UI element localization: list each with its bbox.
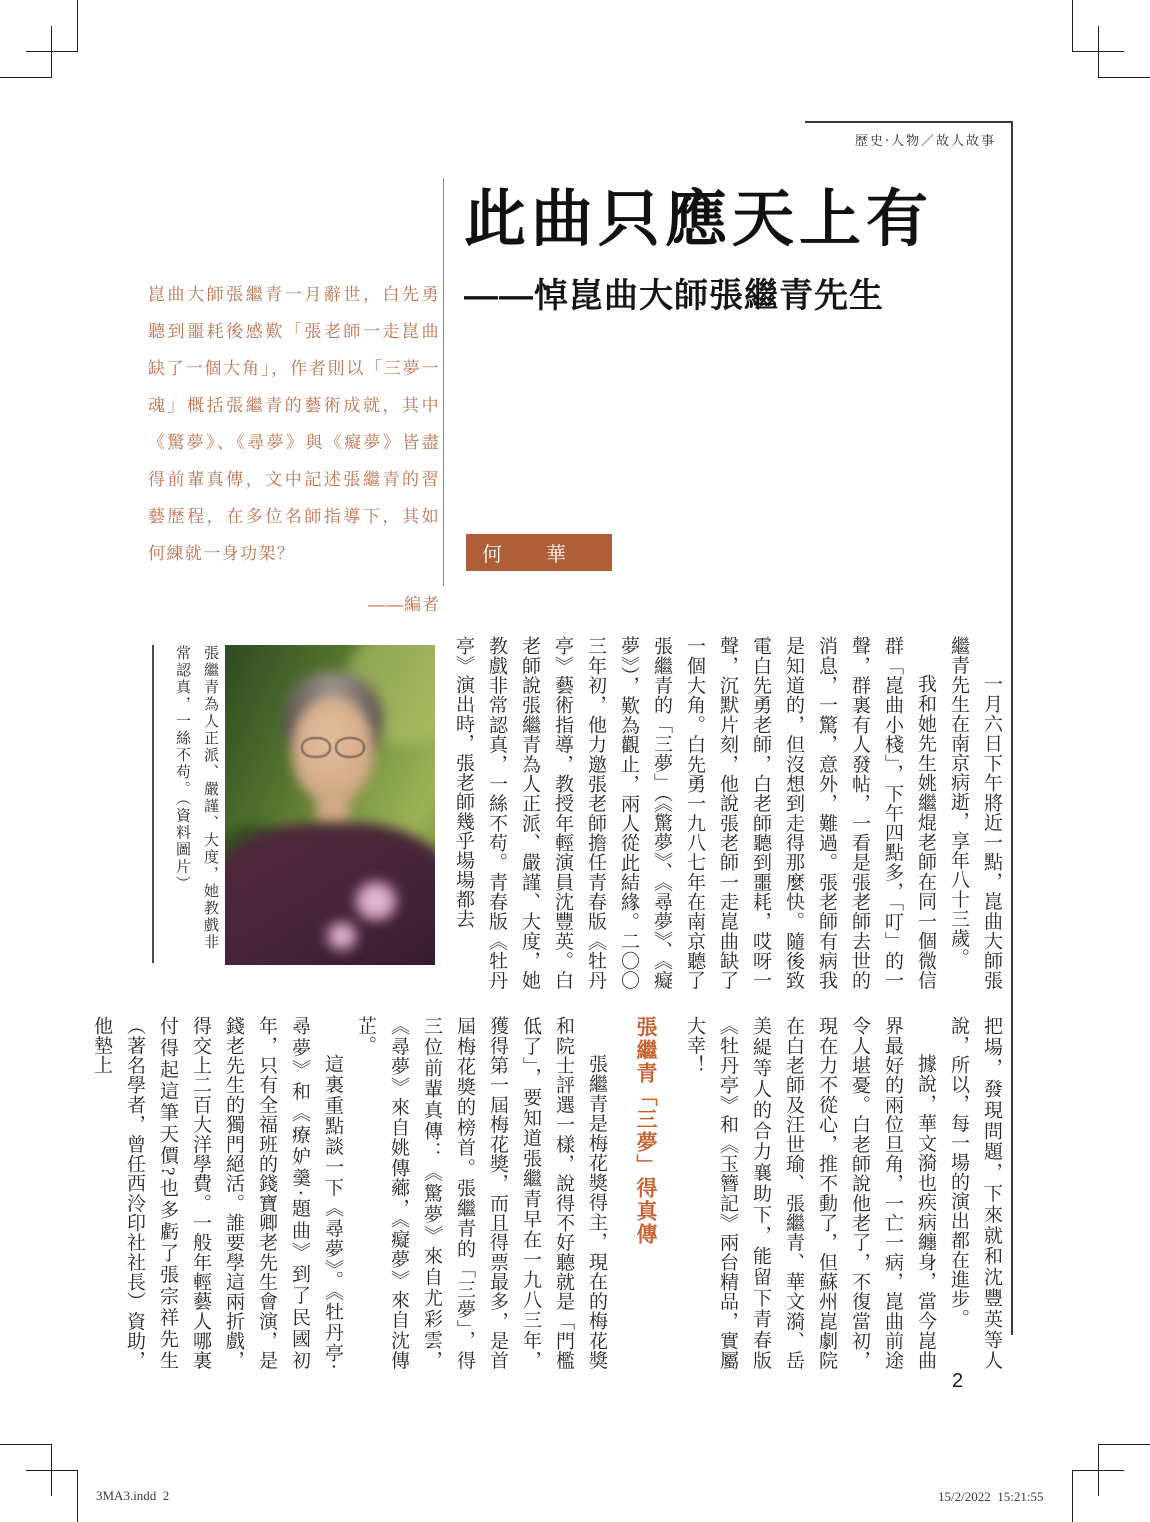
crop-mark: [1098, 1444, 1150, 1445]
clothing-floral-pattern: [325, 921, 359, 951]
photo-caption: 張繼青為人正派、嚴謹、大度，她教戲非常認真，一絲不苟。（資料圖片）: [152, 645, 224, 963]
crop-mark: [1098, 26, 1099, 78]
portrait-photo: [225, 645, 435, 965]
paragraph: 把場，發現問題，下來就和沈豐英等人說，所以，每一場的演出都在進步。: [948, 1016, 1002, 1370]
paragraph: 一月六日下午將近一點，崑曲大師張繼青先生在南京病逝，享年八十三歲。: [948, 636, 1002, 990]
crop-mark: [0, 1444, 52, 1445]
crop-mark: [77, 1470, 78, 1522]
portrait-neck: [317, 791, 349, 825]
crop-mark: [51, 1444, 52, 1496]
paragraph: 張繼青是梅花獎得主，現在的梅花獎和院士評選一樣，說得不好聽就是「門檻低了」，要知道張繼青早在一九八三年，獲得第一屆梅花獎，而且得票最多，是首屆梅花獎的榜首。張繼青的「三夢」，得三位前輩真傳：《驚夢》來自尤彩雲，《尋夢》來自姚傳薌，《癡夢》來自沈傳芷。: [355, 1016, 607, 1370]
article-title: 此曲只應天上有: [464, 186, 934, 254]
editor-note-text: 崑曲大師張繼青一月辭世，白先勇聽到噩耗後感歎「張老師一走崑曲缺了一個大角」，作者則以「三夢一魂」概括張繼青的藝術成就，其中《驚夢》、《尋夢》與《癡夢》皆盡得前輩真傳，文中記述張繼青的習藝歷程，在多位名師指導下，其如何練就一身功架？: [148, 285, 440, 563]
editor-note-signature: ——編者: [368, 595, 440, 614]
footer-slug: 3MA3.indd 2: [96, 1488, 170, 1503]
body-text-upper: [450, 636, 1008, 990]
editor-note: [148, 276, 440, 623]
crop-mark: [1098, 1444, 1099, 1496]
section-heading: 張繼青「三夢」得真傳: [634, 1016, 657, 1246]
section-label: 歷史‧人物／故人故事: [854, 133, 996, 148]
crop-mark: [1072, 0, 1073, 52]
crop-mark: [77, 0, 78, 52]
paragraph: 據說，華文漪也疾病纏身，當今崑曲界最好的兩位旦角，一亡一病，崑曲前途令人堪憂。白老師說他老了，不復當初，現在力不從心，推不動了，但蘇州崑劇院在白老師及汪世瑜、張繼青、華文漪、岳美緹等人的合力襄助下，能留下青春版《牡丹亭》和《玉簪記》兩台精品，實屬大幸！: [684, 1016, 936, 1370]
vertical-divider: [443, 178, 444, 586]
footer-timestamp: 15/2/2022 15:21:55: [938, 1489, 1044, 1504]
header-rule-top: [805, 121, 1013, 123]
article-subtitle: ——悼崑曲大師張繼青先生: [464, 277, 884, 315]
clothing-floral-pattern: [353, 881, 399, 921]
portrait-glasses: [301, 737, 365, 755]
author-box: 何 華: [466, 534, 612, 571]
crop-mark: [51, 26, 52, 78]
crop-mark: [26, 51, 78, 52]
body-text-lower: [91, 1016, 1008, 1370]
page-number: 2: [952, 1370, 964, 1392]
crop-mark: [26, 1470, 78, 1471]
crop-mark: [0, 77, 52, 78]
crop-mark: [1098, 77, 1150, 78]
paragraph: 我和她先生姚繼焜老師在同一個微信群「崑曲小棧」，下午四點多，「叮」的一聲，群裏有人發帖，一看是張老師去世的消息，一驚，意外，難過。張老師有病我是知道的，但沒想到走得那麼快。隨後致電白先勇老師，白老師聽到噩耗，哎呀一聲，沉默片刻，他說張老師一走崑曲缺了一個大角。白先勇一九八七年在南京聽了張繼青的「三夢」（《驚夢》、《尋夢》、《癡夢》），歎為觀止，兩人從此結緣。二〇〇三年初，他力邀張老師擔任青春版《牡丹亭》藝術指導，教授年輕演員沈豐英。白老師說張繼青為人正派、嚴謹、大度，她教戲非常認真，一絲不苟。青春版《牡丹亭》演出時，張老師幾乎場場都去: [453, 636, 936, 990]
paragraph: 這裏重點談一下《尋夢》。《牡丹亭‧尋夢》和《療妒羹‧題曲》到了民國初年，只有全福班的錢寶卿老先生會演，是錢老先生的獨門絕活。誰要學這兩折戲，得交上二百大洋學費。一般年輕藝人哪裏付得起這筆天價?也多虧了張宗祥先生（著名學者，曾任西泠印社社長）資助，他墊上: [91, 1016, 343, 1370]
crop-mark: [1072, 1470, 1073, 1522]
